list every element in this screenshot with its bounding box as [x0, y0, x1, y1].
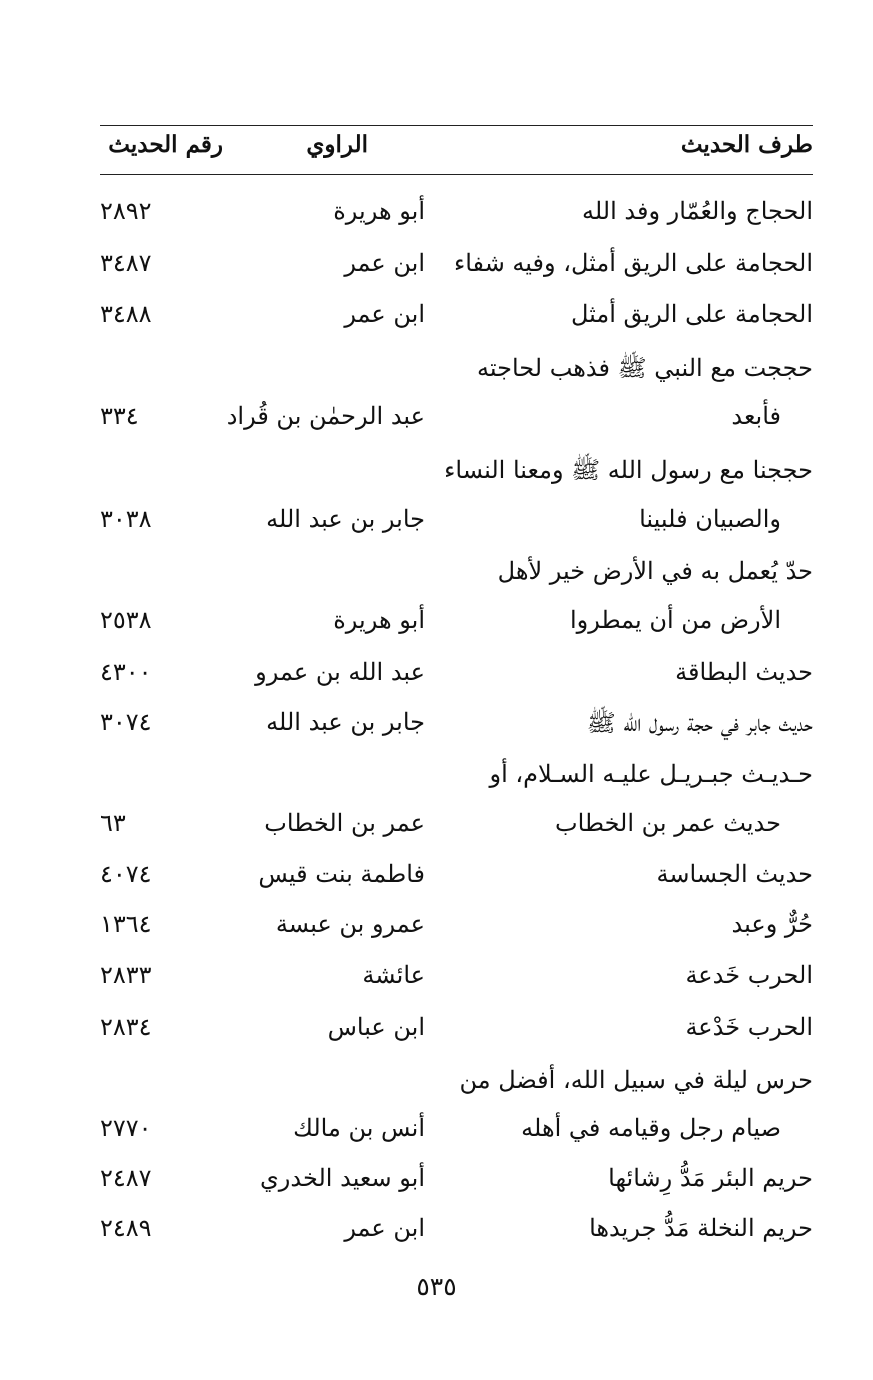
narrator: أنس بن مالك: [293, 1114, 425, 1142]
table-row: [0, 455, 873, 507]
table-row: [0, 860, 873, 912]
hadith-incipit: حدّ يُعمل به في الأرض خير لأهل: [497, 557, 813, 585]
hadith-incipit: حريم البئر مَدُّ رِشائها: [608, 1164, 813, 1192]
table-row: [0, 606, 873, 658]
narrator: عبد الرحمٰن بن قُراد: [226, 402, 425, 430]
hadith-incipit: حججنا مع رسول الله ﷺ ومعنا النساء: [444, 456, 813, 484]
hadith-incipit: الحرب خَدْعة: [685, 1013, 813, 1041]
hadith-number: ٣٤٨٧: [100, 249, 152, 277]
hadith-incipit: الحرب خَدعة: [685, 961, 813, 989]
table-row: [0, 557, 873, 609]
header-hadith-number: رقم الحديث: [108, 131, 223, 158]
table-row: [0, 1066, 873, 1118]
hadith-number: ٣٤٨٨: [100, 300, 152, 328]
hadith-incipit-continuation: فأبعد: [731, 402, 781, 430]
table-row: [0, 1114, 873, 1166]
header-hadith-incipit: طرف الحديث: [680, 131, 813, 158]
hadith-incipit: الحجامة على الريق أمثل: [570, 300, 813, 328]
hadith-incipit-continuation: والصبيان فلبينا: [639, 505, 781, 533]
narrator: ابن عمر: [344, 300, 425, 328]
header-narrator: الراوي: [306, 131, 368, 158]
table-row: [0, 1013, 873, 1065]
hadith-incipit: حرس ليلة في سبيل الله، أفضل من: [459, 1066, 813, 1094]
narrator: ابن عباس: [327, 1013, 425, 1041]
hadith-number: ٦٣: [100, 809, 126, 837]
narrator: عمر بن الخطاب: [264, 809, 425, 837]
hadith-number: ٣٠٧٤: [100, 708, 152, 736]
hadith-incipit-continuation: الأرض من أن يمطروا: [569, 606, 781, 634]
narrator: عمرو بن عبسة: [275, 910, 425, 938]
hadith-number: ٢٥٣٨: [100, 606, 152, 634]
narrator: جابر بن عبد الله: [266, 505, 425, 533]
table-row: [0, 300, 873, 352]
table-row: [0, 505, 873, 557]
hadith-incipit: حديث الجساسة: [656, 860, 813, 888]
hadith-number: ٢٨٣٣: [100, 961, 152, 989]
hadith-incipit: حديث البطاقة: [675, 658, 813, 686]
hadith-incipit-continuation: حديث عمر بن الخطاب: [554, 809, 781, 837]
table-row: [0, 708, 873, 760]
table-row: [0, 961, 873, 1013]
header-top-rule: [100, 125, 813, 126]
hadith-incipit-continuation: صيام رجل وقيامه في أهله: [521, 1114, 781, 1142]
hadith-incipit: حُرٌّ وعبد: [731, 910, 813, 938]
table-row: [0, 910, 873, 962]
hadith-number: ٤٠٧٤: [100, 860, 152, 888]
hadith-number: ٤٣٠٠: [100, 658, 152, 686]
hadith-number: ٢٧٧٠: [100, 1114, 152, 1142]
hadith-incipit: حديث جابر في حجة رسول الله ﷺ: [586, 709, 813, 737]
narrator: أبو سعيد الخدري: [260, 1164, 425, 1192]
hadith-number: ٢٤٨٧: [100, 1164, 152, 1192]
hadith-incipit: حريم النخلة مَدُّ جريدها: [589, 1214, 813, 1242]
hadith-number: ٢٤٨٩: [100, 1214, 152, 1242]
narrator: أبو هريرة: [333, 197, 425, 225]
narrator: عائشة: [362, 961, 425, 989]
table-row: [0, 658, 873, 710]
narrator: أبو هريرة: [333, 606, 425, 634]
hadith-number: ١٣٦٤: [100, 910, 152, 938]
hadith-incipit: حججت مع النبي ﷺ فذهب لحاجته: [477, 354, 813, 382]
table-row: [0, 249, 873, 301]
narrator: ابن عمر: [344, 249, 425, 277]
hadith-number: ٣٠٣٨: [100, 505, 152, 533]
narrator: جابر بن عبد الله: [266, 708, 425, 736]
hadith-number: ٢٨٩٢: [100, 197, 152, 225]
narrator: ابن عمر: [344, 1214, 425, 1242]
table-row: [0, 1214, 873, 1266]
table-row: [0, 1164, 873, 1216]
table-row: [0, 197, 873, 249]
hadith-incipit: الحجاج والعُمّار وفد الله: [581, 197, 813, 225]
narrator: فاطمة بنت قيس: [258, 860, 425, 888]
table-row: [0, 353, 873, 405]
table-row: [0, 402, 873, 454]
hadith-incipit: الحجامة على الريق أمثل، وفيه شفاء: [453, 249, 813, 277]
header-bottom-rule: [100, 174, 813, 175]
hadith-number: ٣٣٤: [100, 402, 139, 430]
table-row: [0, 809, 873, 861]
table-row: [0, 760, 873, 812]
page-number: ٥٣٥: [416, 1272, 457, 1301]
narrator: عبد الله بن عمرو: [255, 658, 425, 686]
hadith-number: ٢٨٣٤: [100, 1013, 152, 1041]
hadith-incipit: حـديـث جبـريـل عليـه السـلام، أو: [489, 760, 813, 788]
